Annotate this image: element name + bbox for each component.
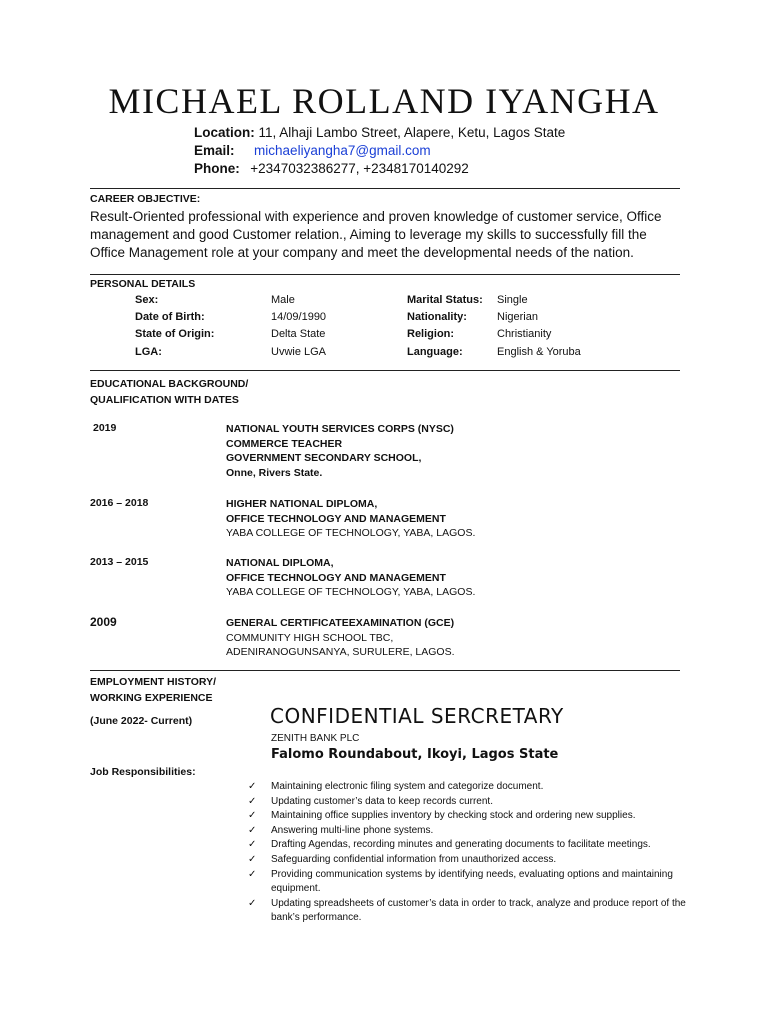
pd-value: Uvwie LGA: [271, 346, 327, 358]
edu-line: NATIONAL DIPLOMA,: [226, 557, 334, 569]
edu-line: COMMUNITY HIGH SCHOOL TBC,: [226, 631, 394, 644]
list-item: [248, 795, 688, 810]
edu-line: HIGHER NATIONAL DIPLOMA,: [226, 498, 378, 510]
edu-line: GOVERNMENT SECONDARY SCHOOL,: [226, 452, 422, 465]
edu-line: OFFICE TECHNOLOGY AND MANAGEMENT: [226, 571, 446, 584]
responsibility-text: Safeguarding confidential information from unauthorized access.: [271, 853, 557, 865]
divider: [90, 370, 680, 371]
checkmark-icon: ✓: [248, 810, 257, 822]
responsibility-text: Maintaining office supplies inventory by checking stock and ordering new supplies.: [271, 810, 636, 822]
pd-value: English & Yoruba: [497, 346, 581, 358]
email-line: [194, 142, 431, 160]
employment-period: (June 2022- Current): [90, 715, 193, 727]
list-item: [248, 838, 688, 853]
divider: [90, 188, 680, 189]
location-value: 11, Alhaji Lambo Street, Alapere, Ketu, Lagos State: [258, 125, 566, 140]
checkmark-icon: ✓: [248, 897, 257, 909]
personal-details-heading: PERSONAL DETAILS: [90, 278, 196, 290]
edu-entry: [226, 556, 475, 600]
edu-line: YABA COLLEGE OF TECHNOLOGY, YABA, LAGOS.: [226, 586, 476, 599]
checkmark-icon: ✓: [248, 853, 257, 865]
checkmark-icon: ✓: [248, 781, 257, 792]
pd-label: Religion:: [407, 328, 455, 340]
employer-name: ZENITH BANK PLC: [271, 733, 360, 744]
education-heading-line: EDUCATIONAL BACKGROUND/: [90, 378, 249, 390]
responsibility-text: Answering multi-line phone systems.: [271, 824, 434, 836]
edu-line: YABA COLLEGE OF TECHNOLOGY, YABA, LAGOS.: [226, 527, 476, 540]
education-heading-line: QUALIFICATION WITH DATES: [90, 394, 239, 406]
edu-year: 2013 – 2015: [90, 556, 149, 568]
pd-label: Sex:: [135, 294, 159, 306]
list-item: [248, 897, 688, 926]
edu-line: Onne, Rivers State.: [226, 466, 323, 479]
list-item: [248, 780, 688, 795]
pd-value: Christianity: [497, 328, 552, 340]
divider: [90, 274, 680, 275]
phone-value: +2347032386277, +2348170140292: [250, 161, 469, 176]
education-heading: [90, 376, 248, 408]
email-link[interactable]: michaeliyangha7@gmail.com: [254, 143, 431, 158]
list-item: [248, 809, 688, 824]
location-line: [194, 124, 565, 142]
pd-value: Delta State: [271, 328, 326, 340]
employment-heading-line: EMPLOYMENT HISTORY/: [90, 676, 217, 688]
pd-value: Single: [497, 294, 528, 306]
edu-year: 2009: [90, 615, 117, 629]
edu-line: ADENIRANOGUNSANYA, SURULERE, LAGOS.: [226, 646, 455, 659]
pd-value: 14/09/1990: [271, 311, 327, 323]
employment-heading-line: WORKING EXPERIENCE: [90, 692, 213, 704]
edu-year: 2016 – 2018: [90, 497, 149, 509]
checkmark-icon: ✓: [248, 795, 257, 807]
location-label: Location:: [194, 125, 255, 140]
career-objective-text: Result-Oriented professional with experience and proven knowledge of customer service, Office management and good Customer relation., Aiming to leverage my skills to successfully fill the Office Management role at your company and meet the developmental needs of the nation.: [90, 209, 662, 260]
employer-location: Falomo Roundabout, Ikoyi, Lagos State: [271, 747, 559, 762]
phone-line: [194, 160, 469, 178]
list-item: [248, 868, 688, 897]
pd-label: Nationality:: [407, 311, 467, 323]
pd-label: State of Origin:: [135, 328, 215, 340]
pd-label: Marital Status:: [407, 294, 483, 306]
pd-label: Date of Birth:: [135, 311, 205, 323]
edu-entry: [226, 616, 455, 660]
pd-label: LGA:: [135, 346, 162, 358]
edu-line: OFFICE TECHNOLOGY AND MANAGEMENT: [226, 512, 446, 525]
edu-year: 2019: [93, 422, 117, 434]
responsibility-text: Updating spreadsheets of customer’s data in order to track, analyze and produce report of the bank’s performance.: [271, 897, 686, 924]
edu-line: NATIONAL YOUTH SERVICES CORPS (NYSC): [226, 423, 454, 435]
edu-entry: [226, 497, 475, 541]
list-item: [248, 853, 688, 868]
pd-label: Language:: [407, 346, 463, 358]
pd-value: Male: [271, 294, 295, 306]
list-item: [248, 824, 688, 839]
responsibility-text: Drafting Agendas, recording minutes and generating documents to facilitate meetings.: [271, 839, 651, 851]
responsibility-text: Providing communication systems by identifying needs, evaluating options and maintaining equipment.: [271, 868, 673, 895]
checkmark-icon: ✓: [248, 868, 257, 880]
responsibility-text: Maintaining electronic filing system and categorize document.: [271, 781, 544, 792]
edu-line: GENERAL CERTIFICATEEXAMINATION (GCE): [226, 617, 455, 629]
career-objective-heading: CAREER OBJECTIVE:: [90, 193, 201, 205]
phone-label: Phone:: [194, 161, 240, 176]
email-label: Email:: [194, 143, 235, 158]
responsibilities-label: Job Responsibilities:: [90, 766, 196, 778]
divider: [90, 670, 680, 671]
checkmark-icon: ✓: [248, 839, 257, 851]
job-title: CONFIDENTIAL SERCRETARY: [270, 704, 564, 728]
responsibility-text: Updating customer’s data to keep records current.: [271, 795, 493, 807]
employment-heading: [90, 674, 216, 706]
edu-entry: [226, 422, 454, 480]
pd-value: Nigerian: [497, 311, 538, 323]
candidate-name: MICHAEL ROLLAND IYANGHA: [108, 81, 660, 121]
checkmark-icon: ✓: [248, 824, 257, 836]
responsibilities-list: [248, 780, 688, 926]
edu-line: COMMERCE TEACHER: [226, 437, 343, 450]
